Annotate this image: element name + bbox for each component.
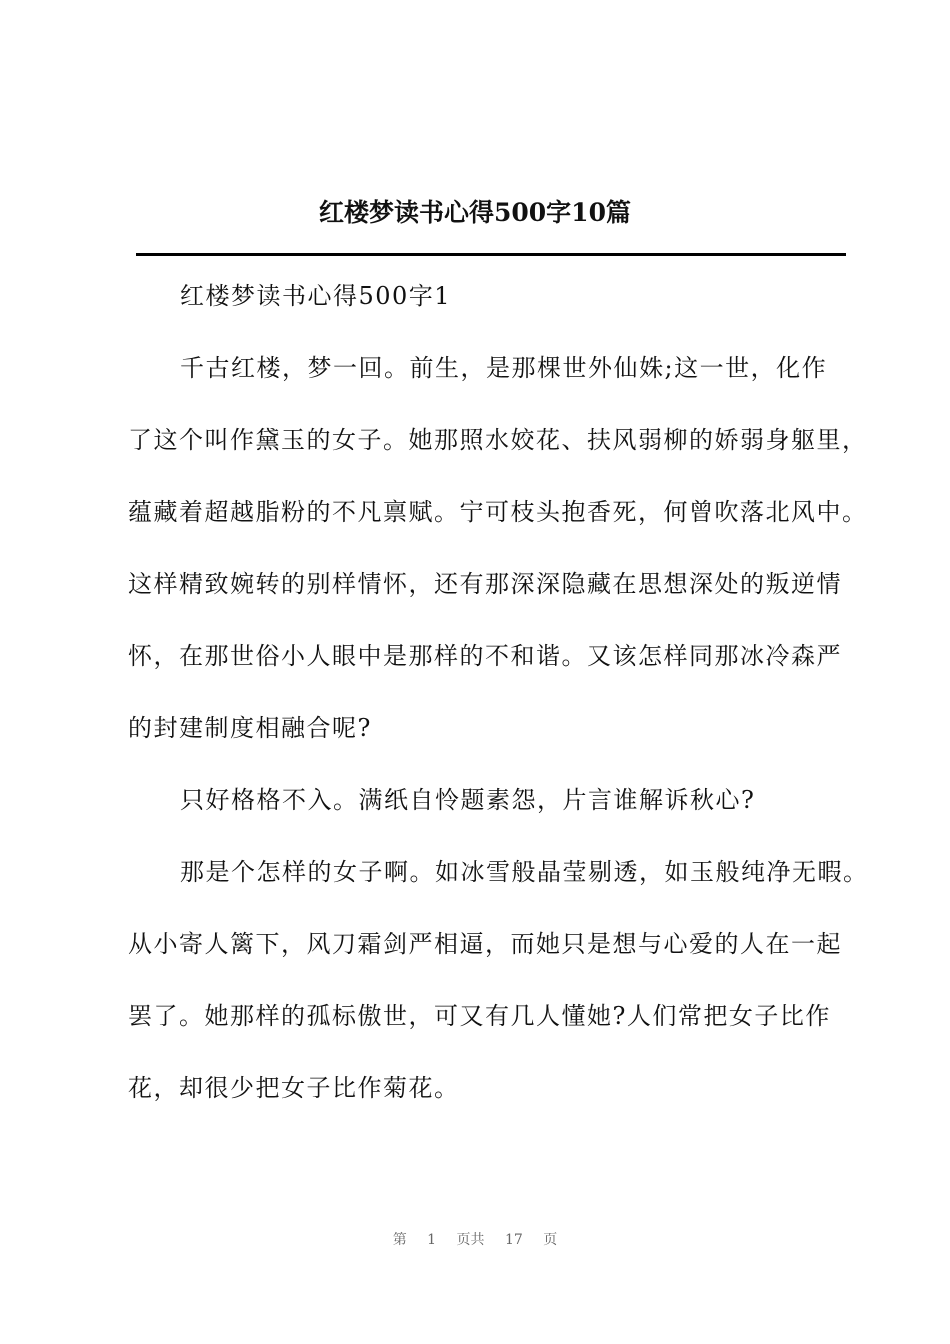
paragraph-line: 只好格格不入。满纸自怜题素怨，片言谁解诉秋心? [180,786,756,814]
footer-page-number: 1 [427,1232,437,1248]
paragraph-line: 那是个怎样的女子啊。如冰雪般晶莹剔透，如玉般纯净无暇。 [180,858,869,886]
title-underline [136,253,846,256]
document-title: 红楼梦读书心得500字10篇 [319,198,631,227]
paragraph-line: 的封建制度相融合呢? [128,714,372,742]
footer-total-pages: 17 [505,1232,523,1248]
paragraph-line: 从小寄人篱下，风刀霜剑严相逼，而她只是想与心爱的人在一起 [128,930,842,958]
section-heading: 红楼梦读书心得500字1 [180,282,452,310]
paragraph-line: 了这个叫作黛玉的女子。她那照水姣花、扶风弱柳的娇弱身躯里， [128,426,868,454]
footer-prefix: 第 [392,1232,407,1248]
paragraph-line: 怀，在那世俗小人眼中是那样的不和谐。又该怎样同那冰冷森严 [128,642,842,670]
paragraph-line: 千古红楼，梦一回。前生，是那棵世外仙姝;这一世，化作 [180,354,828,382]
paragraph-line: 罢了。她那样的孤标傲世，可又有几人懂她?人们常把女子比作 [128,1002,831,1030]
paragraph-line: 这样精致婉转的别样情怀，还有那深深隐藏在思想深处的叛逆情 [128,570,842,598]
page-footer [0,1230,950,1250]
footer-suffix: 页 [543,1232,558,1248]
paragraph-line: 蕴藏着超越脂粉的不凡禀赋。宁可枝头抱香死，何曾吹落北风中。 [128,498,868,526]
paragraph-line: 花，却很少把女子比作菊花。 [128,1074,460,1102]
footer-mid: 页共 [456,1232,485,1248]
